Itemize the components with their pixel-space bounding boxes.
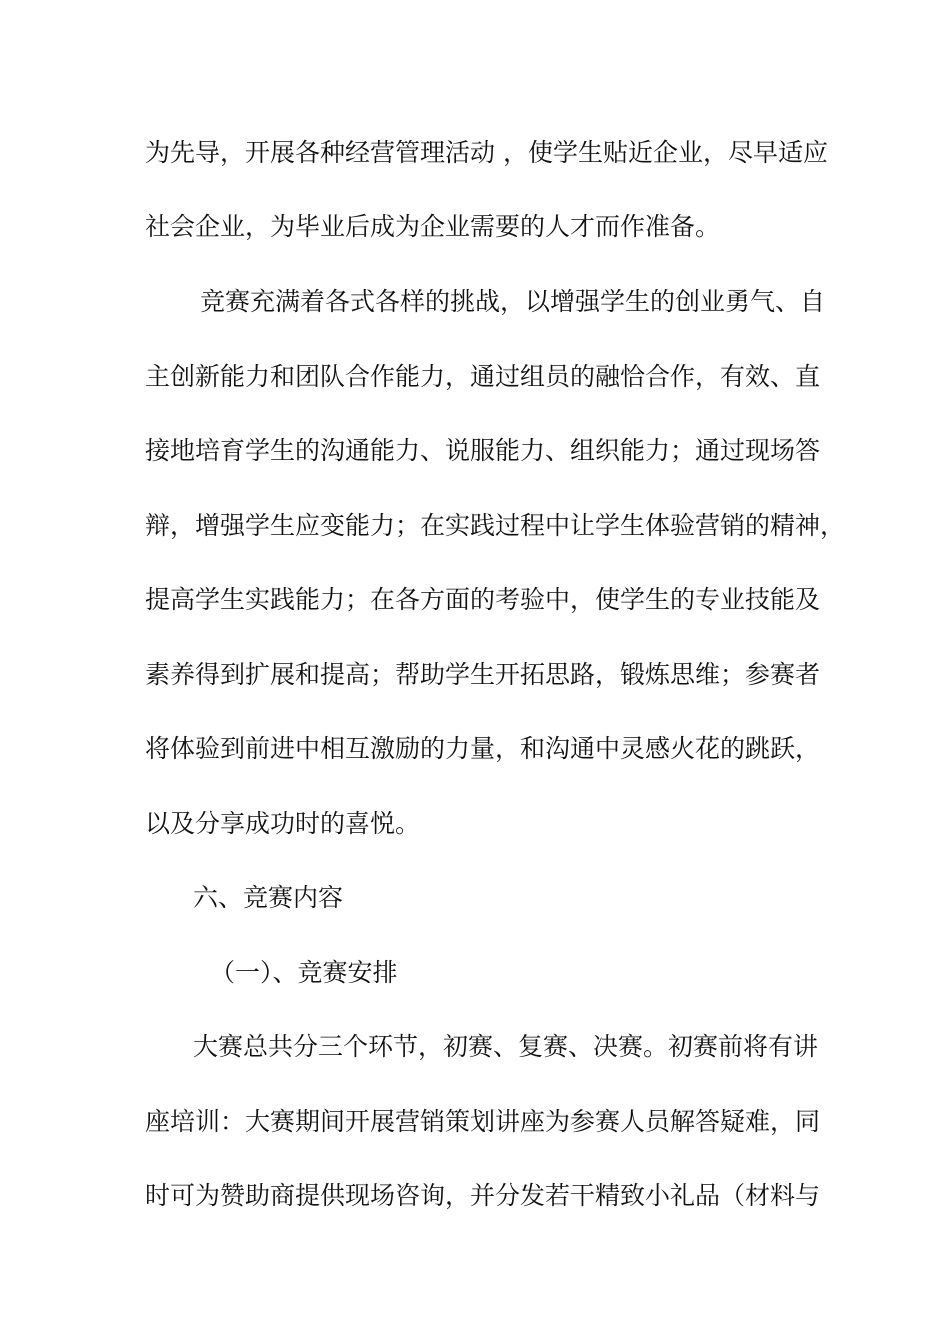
section-heading: 六、竞赛内容 bbox=[193, 883, 344, 912]
paragraph-line: 将体验到前进中相互激励的力量，和沟通中灵感火花的跳跃， bbox=[145, 734, 821, 763]
paragraph-line: 素养得到扩展和提高；帮助学生开拓思路，锻炼思维；参赛者 bbox=[145, 660, 821, 689]
subsection-heading: （一）、竞赛安排 bbox=[210, 958, 398, 987]
paragraph-line: 为先导，开展各种经营管理活动 ，使学生贴近企业，尽早适应 bbox=[145, 138, 828, 167]
paragraph-line: 以及分享成功时的喜悦。 bbox=[145, 809, 421, 838]
paragraph-line: 大赛总共分三个环节，初赛、复赛、决赛。初赛前将有讲 bbox=[193, 1032, 819, 1061]
paragraph-line: 座培训：大赛期间开展营销策划讲座为参赛人员解答疑难，同 bbox=[145, 1107, 821, 1136]
paragraph-line: 社会企业，为毕业后成为企业需要的人才而作准备。 bbox=[145, 212, 721, 241]
paragraph-line: 提高学生实践能力；在各方面的考验中，使学生的专业技能及 bbox=[145, 585, 821, 614]
paragraph-line: 主创新能力和团队合作能力，通过组员的融恰合作，有效、直 bbox=[145, 362, 821, 391]
paragraph-line: 竞赛充满着各式各样的挑战，以增强学生的创业勇气、自 bbox=[200, 287, 826, 316]
paragraph-line: 辩，增强学生应变能力；在实践过程中让学生体验营销的精神， bbox=[145, 511, 846, 540]
paragraph-line: 接地培育学生的沟通能力、说服能力、组织能力；通过现场答 bbox=[145, 436, 821, 465]
paragraph-line: 时可为赞助商提供现场咨询，并分发若干精致小礼品（材料与 bbox=[145, 1181, 821, 1210]
